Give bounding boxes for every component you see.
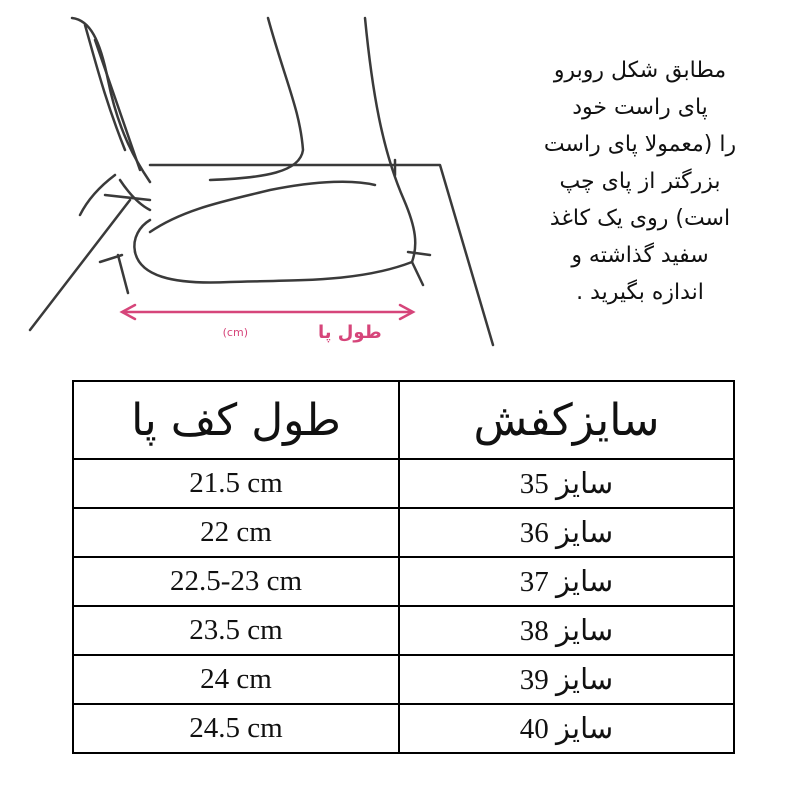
foot-length-cell: 21.5 cm bbox=[73, 459, 399, 508]
measurement-instructions bbox=[490, 52, 790, 311]
leg-outline-back bbox=[365, 18, 415, 262]
foot-length-cell: 23.5 cm bbox=[73, 606, 399, 655]
hand-outline bbox=[72, 18, 150, 182]
measure-unit-label: (cm) bbox=[222, 326, 248, 339]
table-row bbox=[73, 508, 734, 557]
shoe-size-cell: سایز 38 bbox=[399, 606, 734, 655]
table-row bbox=[73, 704, 734, 753]
shoe-size-cell: سایز 39 bbox=[399, 655, 734, 704]
table-row bbox=[73, 459, 734, 508]
shoe-size-cell: سایز 36 bbox=[399, 508, 734, 557]
paper-sheet-left-edge bbox=[30, 200, 130, 330]
table-row bbox=[73, 606, 734, 655]
pen-icon bbox=[95, 40, 140, 170]
measure-arrow bbox=[122, 305, 413, 319]
paper-sheet-edge bbox=[150, 165, 493, 345]
size-chart-table bbox=[72, 380, 735, 754]
table-row bbox=[73, 655, 734, 704]
foot-sole bbox=[135, 252, 412, 283]
instruction-line: پای راست خود bbox=[572, 95, 708, 120]
foot-length-cell: 24.5 cm bbox=[73, 704, 399, 753]
instruction-line: است) روی یک کاغذ bbox=[549, 206, 731, 231]
header-shoe-size: سایزکفش bbox=[399, 381, 734, 459]
shoe-size-cell: سایز 35 bbox=[399, 459, 734, 508]
foot-length-cell: 22.5-23 cm bbox=[73, 557, 399, 606]
foot-length-cell: 22 cm bbox=[73, 508, 399, 557]
instruction-line: سفید گذاشته و bbox=[571, 243, 709, 268]
instruction-line: بزرگتر از پای چپ bbox=[559, 169, 721, 194]
shoe-size-cell: سایز 40 bbox=[399, 704, 734, 753]
foot-length-cell: 24 cm bbox=[73, 655, 399, 704]
instruction-line: مطابق شکل روبرو bbox=[553, 58, 727, 83]
instruction-line: اندازه بگیرید . bbox=[576, 280, 704, 305]
table-row bbox=[73, 557, 734, 606]
foot-measurement-illustration bbox=[0, 0, 500, 350]
shoe-size-cell: سایز 37 bbox=[399, 557, 734, 606]
table-header-row bbox=[73, 381, 734, 459]
measure-label: طول پا bbox=[318, 322, 382, 343]
header-foot-length: طول کف پا bbox=[73, 381, 399, 459]
instruction-line: را (معمولا پای راست bbox=[543, 132, 737, 157]
leg-outline-front bbox=[210, 18, 303, 180]
